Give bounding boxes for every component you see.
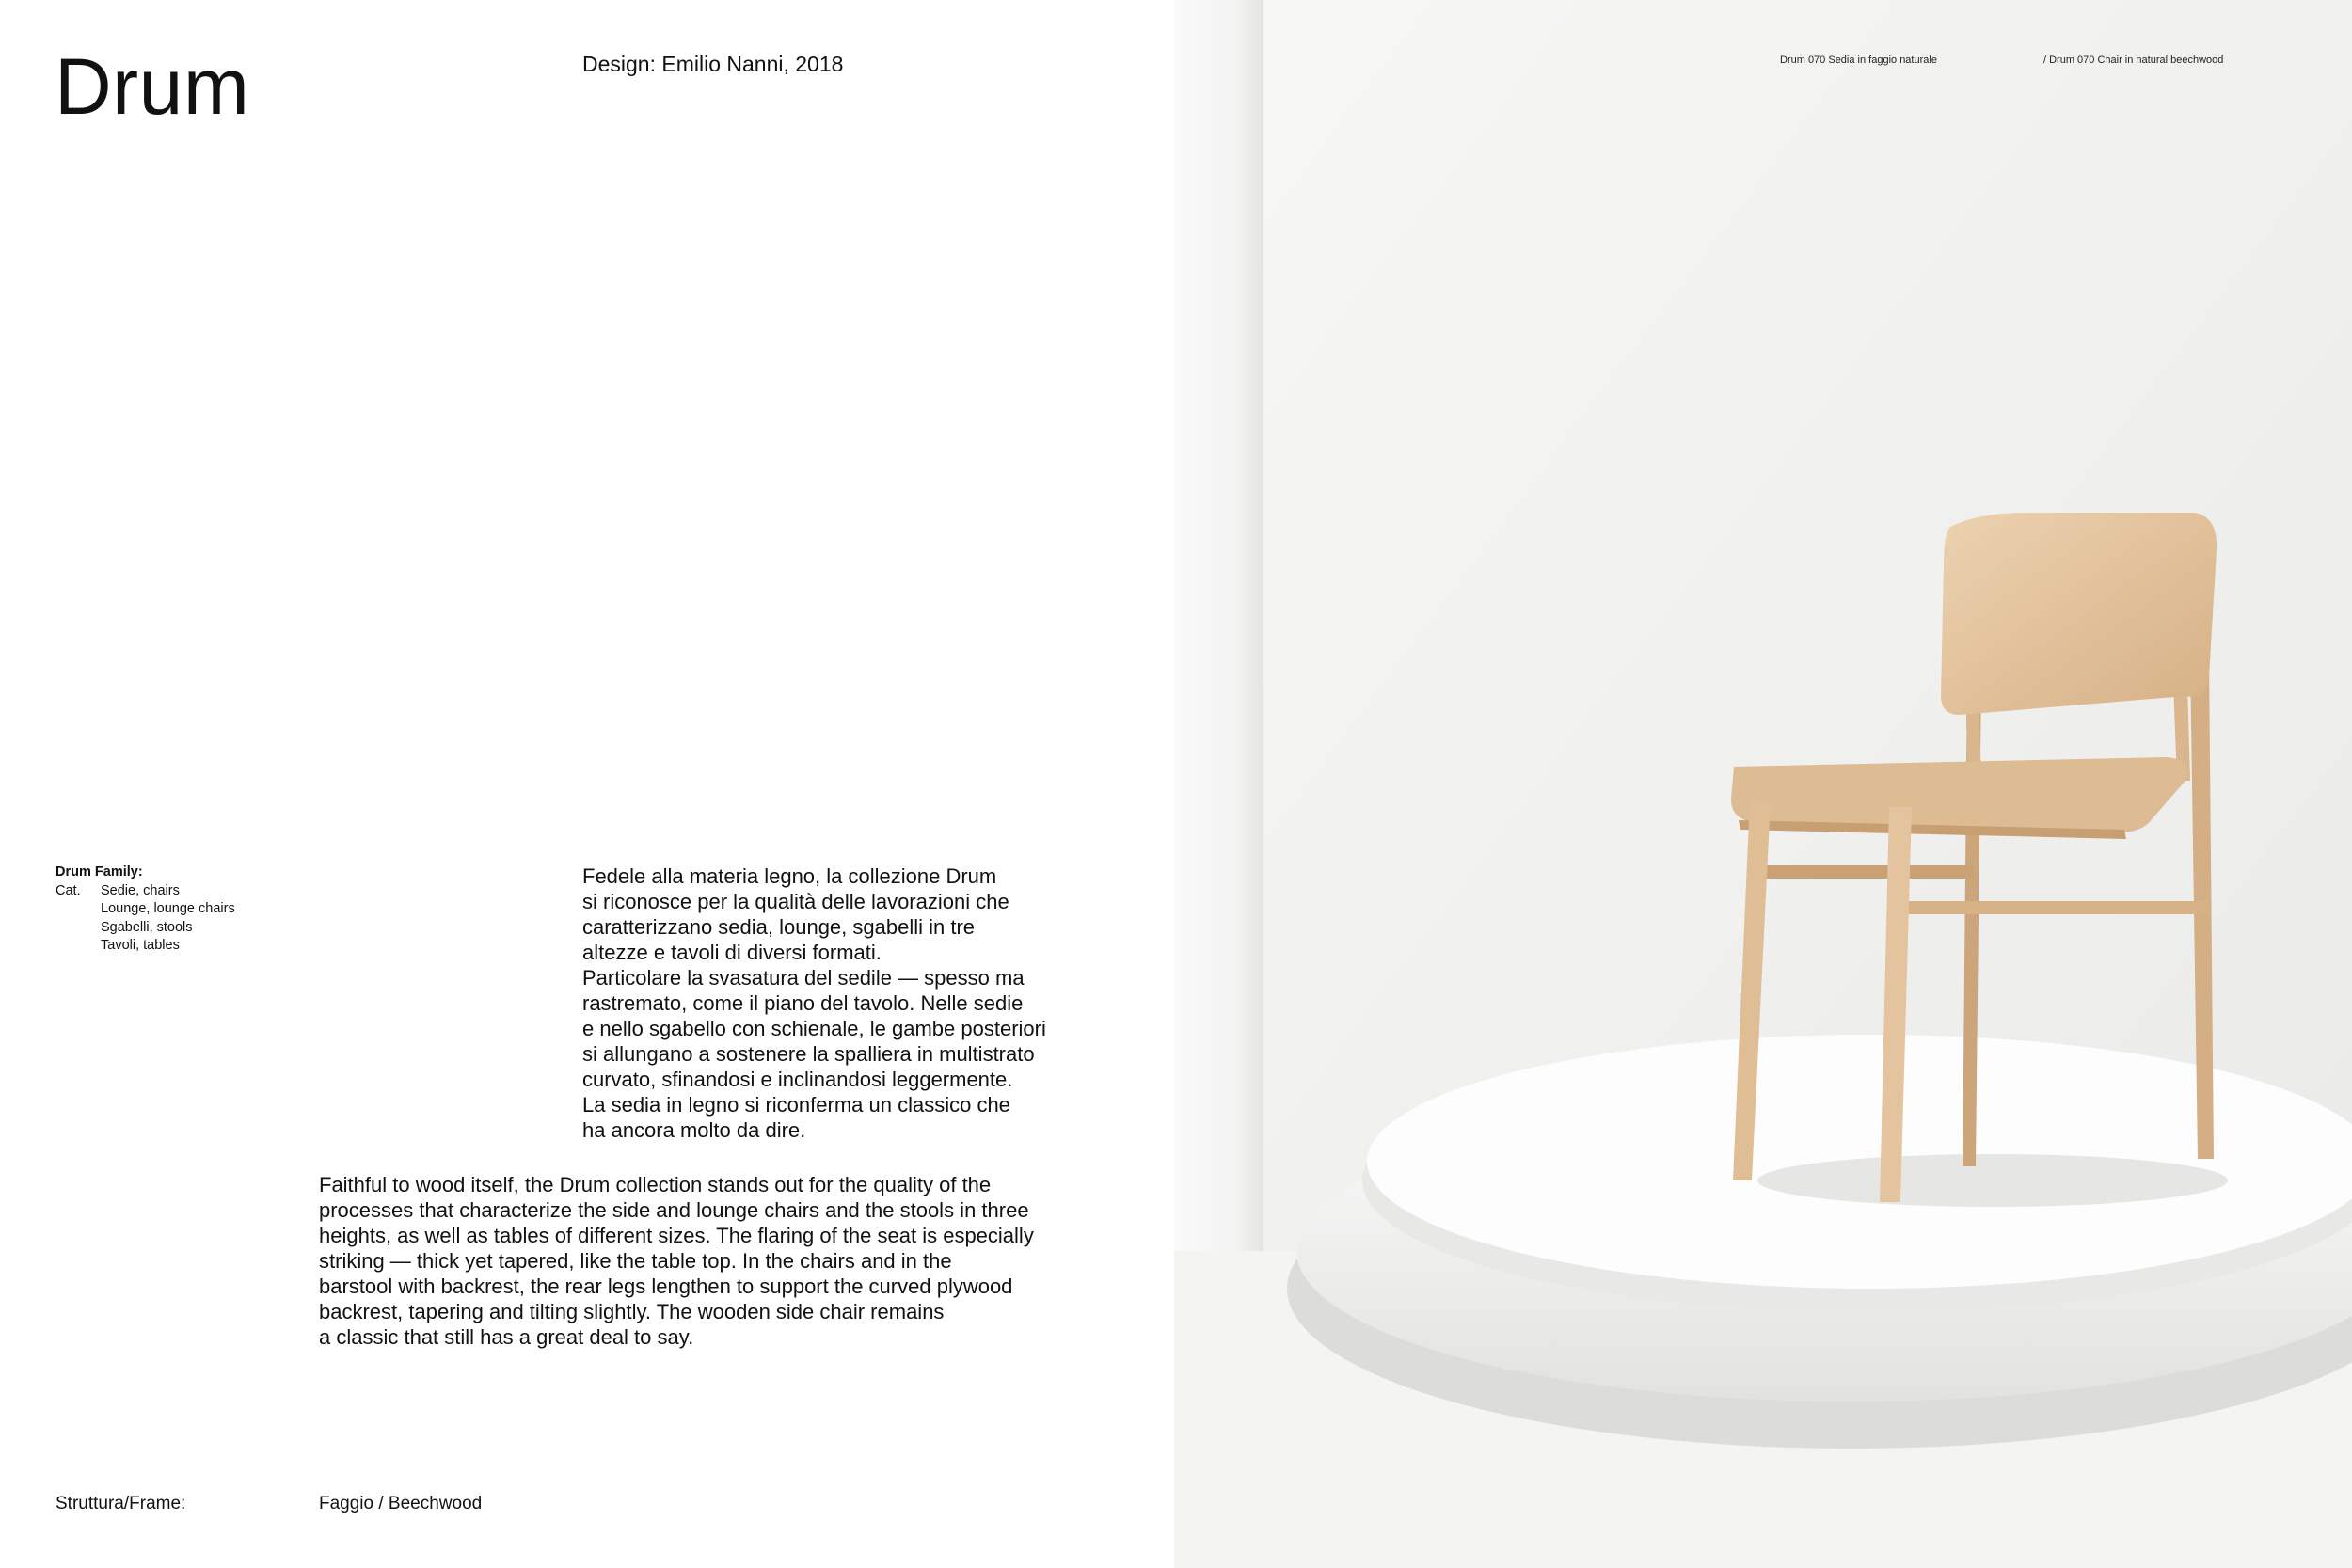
photo-caption-italian: Drum 070 Sedia in faggio naturale: [1780, 55, 1937, 66]
text-line: striking — thick yet tapered, like the table top. In the chairs and in the: [319, 1249, 952, 1273]
text-line: La sedia in legno si riconferma un classico che: [582, 1093, 1010, 1117]
text-line: si allungano a sostenere la spalliera in multistrato: [582, 1042, 1035, 1066]
text-line: barstool with backrest, the rear legs lengthen to support the curved plywood: [319, 1275, 1013, 1298]
family-info: [56, 863, 235, 956]
text-line: a classic that still has a great deal to say.: [319, 1325, 694, 1349]
text-line: altezze e tavoli di diversi formati.: [582, 941, 882, 964]
text-line: heights, as well as tables of different sizes. The flaring of the seat is especially: [319, 1224, 1034, 1247]
category-row: [56, 882, 235, 956]
category-list: [101, 882, 235, 956]
category-item: Sgabelli, stools: [101, 919, 193, 935]
design-credit: Design: Emilio Nanni, 2018: [582, 52, 844, 76]
seat: [1731, 757, 2188, 832]
category-item: Sedie, chairs: [101, 882, 180, 898]
text-line: si riconosce per la qualità delle lavorazioni che: [582, 890, 1009, 913]
text-page: [0, 0, 1174, 1568]
spec-value: Faggio / Beechwood: [319, 1494, 483, 1513]
text-line: caratterizzano sedia, lounge, sgabelli in tre: [582, 915, 976, 939]
english-description: [319, 1172, 1034, 1350]
text-line: curvato, sfinandosi e inclinandosi leggermente.: [582, 1068, 1013, 1091]
text-line: e nello sgabello con schienale, le gambe posteriori: [582, 1017, 1046, 1040]
italian-description: [582, 863, 1046, 1143]
text-line: ha ancora molto da dire.: [582, 1118, 806, 1142]
category-item: Tavoli, tables: [101, 938, 180, 953]
text-line: Particolare la svasatura del sedile — spesso ma: [582, 966, 1025, 990]
photo-caption-english: / Drum 070 Chair in natural beechwood: [2043, 55, 2224, 66]
text-line: backrest, tapering and tilting slightly. The wooden side chair remains: [319, 1300, 945, 1323]
page-title: Drum: [55, 42, 250, 131]
category-item: Lounge, lounge chairs: [101, 901, 235, 916]
photo-page: [1174, 0, 2352, 1568]
text-line: rastremato, come il piano del tavolo. Nelle sedie: [582, 991, 1024, 1015]
stretcher-front: [1899, 901, 2209, 914]
stretcher-side: [1757, 865, 1974, 879]
backrest: [1941, 513, 2217, 715]
chair-photo: [1174, 0, 2352, 1568]
text-line: processes that characterize the side and lounge chairs and the stools in three: [319, 1198, 1029, 1222]
category-prefix: Cat.: [56, 882, 81, 898]
text-line: Faithful to wood itself, the Drum collection stands out for the quality of the: [319, 1173, 992, 1196]
spec-label: Struttura/Frame:: [56, 1494, 186, 1513]
family-heading: Drum Family:: [56, 864, 143, 879]
chair-shadow: [1757, 1154, 2228, 1207]
white-column: [1174, 0, 1263, 1289]
text-line: Fedele alla materia legno, la collezione Drum: [582, 864, 997, 888]
